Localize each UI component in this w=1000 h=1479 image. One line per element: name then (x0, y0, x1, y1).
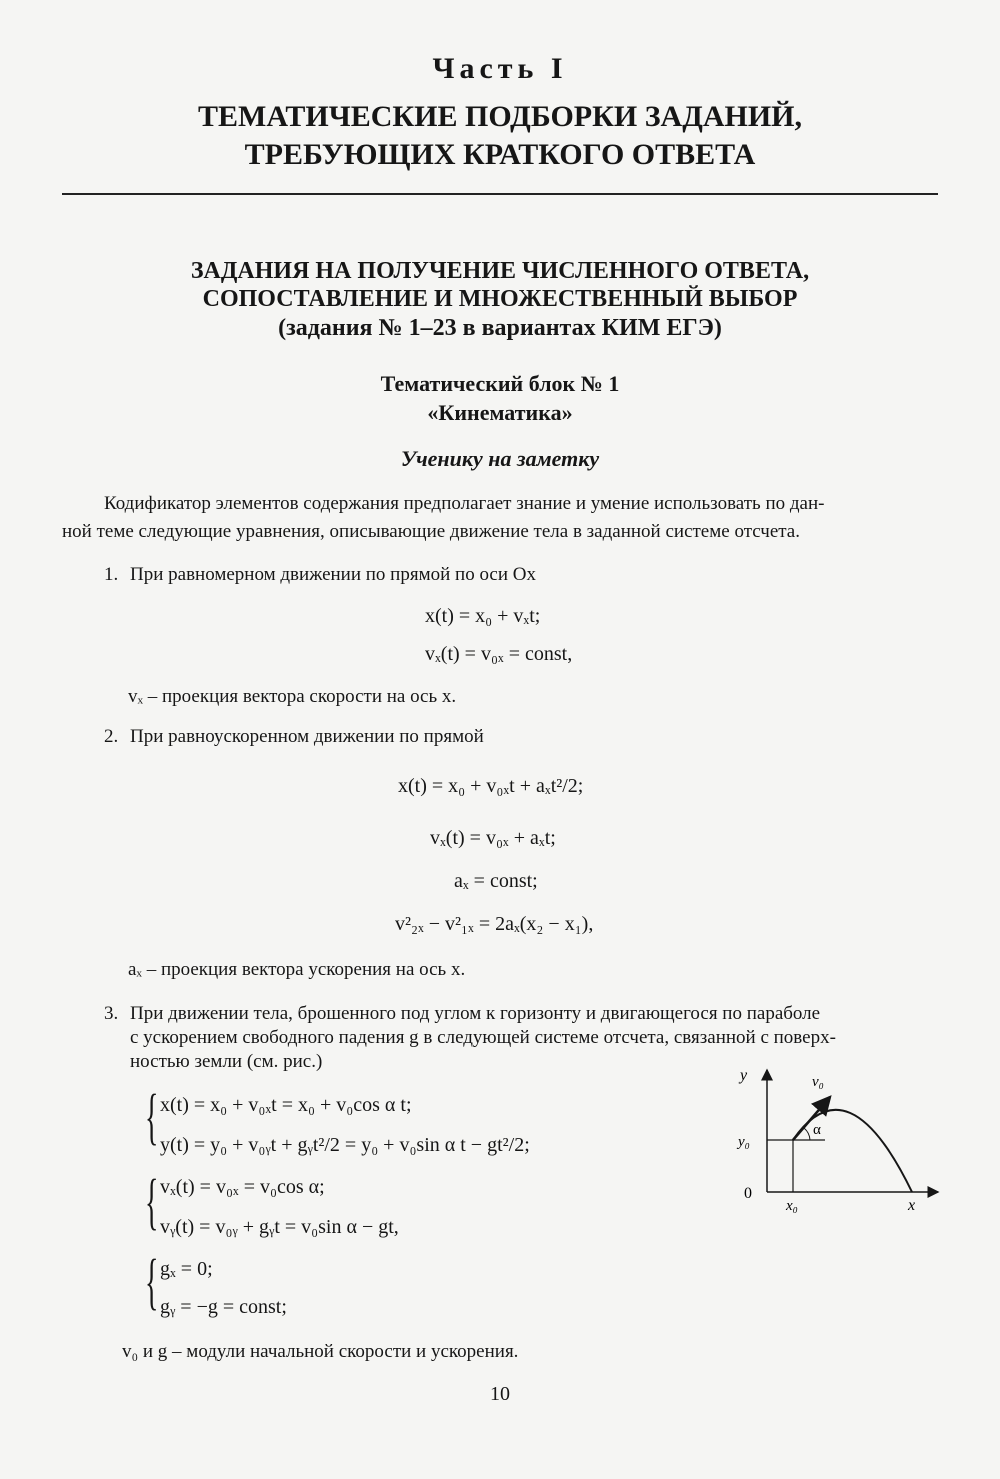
item-1-number: 1. (104, 564, 119, 585)
item-2-eq-2: vₓ(t) = v₀ₓ + aₓt; (430, 827, 556, 849)
system-1-eq-x: x(t) = x₀ + v₀ₓt = x₀ + v₀cos α t; (160, 1094, 412, 1116)
system-2-eq-vy: vᵧ(t) = v₀ᵧ + gᵧt = v₀sin α − gt, (160, 1216, 399, 1238)
y0-label: y₀ (738, 1134, 750, 1150)
item-2-eq-4: v²₂ₓ − v²₁ₓ = 2aₓ(x₂ − x₁), (395, 913, 594, 935)
horizontal-rule (62, 193, 938, 195)
item-3-text-line-2: с ускорением свободного падения g в следующей системе отсчета, связанной с поверх- (130, 1027, 836, 1048)
angle-arc (804, 1128, 810, 1140)
origin-label: 0 (744, 1185, 752, 1202)
item-1-text: При равномерном движении по прямой по оси Ox (130, 564, 536, 585)
item-2-number: 2. (104, 726, 119, 747)
trajectory-figure (720, 1062, 950, 1222)
note-heading: Ученику на заметку (400, 446, 600, 471)
part-label: Часть I (432, 52, 568, 85)
item-2-note: aₓ – проекция вектора ускорения на ось x. (128, 959, 466, 980)
system-2-brace: { (145, 1168, 159, 1236)
part-title-line-2: ТРЕБУЮЩИХ КРАТКОГО ОТВЕТА (244, 138, 756, 171)
block-subtitle: «Кинематика» (427, 400, 573, 425)
item-3-text-line-3: ностью земли (см. рис.) (130, 1051, 323, 1072)
trajectory-curve (793, 1110, 912, 1192)
item-3-text-line-1: При движении тела, брошенного под углом к горизонту и двигающегося по параболе (130, 1003, 821, 1024)
velocity-vector (793, 1097, 830, 1140)
y-axis-label: y (740, 1067, 748, 1084)
item-3-number: 3. (104, 1003, 119, 1024)
item-2-text: При равноускоренном движении по прямой (130, 726, 484, 747)
section-title-line-3: (задания № 1–23 в вариантах КИМ ЕГЭ) (278, 315, 722, 341)
alpha-label: α (813, 1122, 821, 1138)
section-title-line-1: ЗАДАНИЯ НА ПОЛУЧЕНИЕ ЧИСЛЕННОГО ОТВЕТА, (190, 258, 810, 284)
item-1-eq-1: x(t) = x₀ + vₓt; (425, 605, 541, 627)
system-3-brace: { (145, 1248, 159, 1316)
intro-line-2: ной теме следующие уравнения, описывающие движение тела в заданной системе отсчета. (62, 521, 800, 542)
section-title-line-2: СОПОСТАВЛЕНИЕ И МНОЖЕСТВЕННЫЙ ВЫБОР (202, 286, 798, 312)
system-3-eq-gy: gᵧ = −g = const; (160, 1296, 287, 1318)
item-1-eq-2: vₓ(t) = v₀ₓ = const, (425, 643, 573, 665)
system-2-eq-vx: vₓ(t) = v₀ₓ = v₀cos α; (160, 1176, 325, 1198)
x-axis-label: x (908, 1197, 916, 1214)
v0-label: v₀ (812, 1074, 824, 1090)
page-number: 10 (490, 1383, 510, 1405)
system-3-eq-gx: gₓ = 0; (160, 1258, 213, 1280)
item-2-eq-1: x(t) = x₀ + v₀ₓt + aₓt²/2; (398, 775, 584, 797)
x0-label: x₀ (786, 1198, 798, 1214)
item-2-eq-3: aₓ = const; (454, 870, 538, 892)
block-title: Тематический блок № 1 (380, 371, 620, 396)
item-3-note: v₀ и g – модули начальной скорости и ускорения. (122, 1341, 519, 1362)
system-1-brace: { (145, 1083, 159, 1151)
part-title-line-1: ТЕМАТИЧЕСКИЕ ПОДБОРКИ ЗАДАНИЙ, (198, 100, 802, 133)
intro-line-1: Кодификатор элементов содержания предполагает знание и умение использовать по дан- (104, 493, 825, 514)
item-1-note: vₓ – проекция вектора скорости на ось x. (128, 686, 457, 707)
system-1-eq-y: y(t) = y₀ + v₀ᵧt + gᵧt²/2 = y₀ + v₀sin α t − gt²/2; (160, 1134, 530, 1156)
